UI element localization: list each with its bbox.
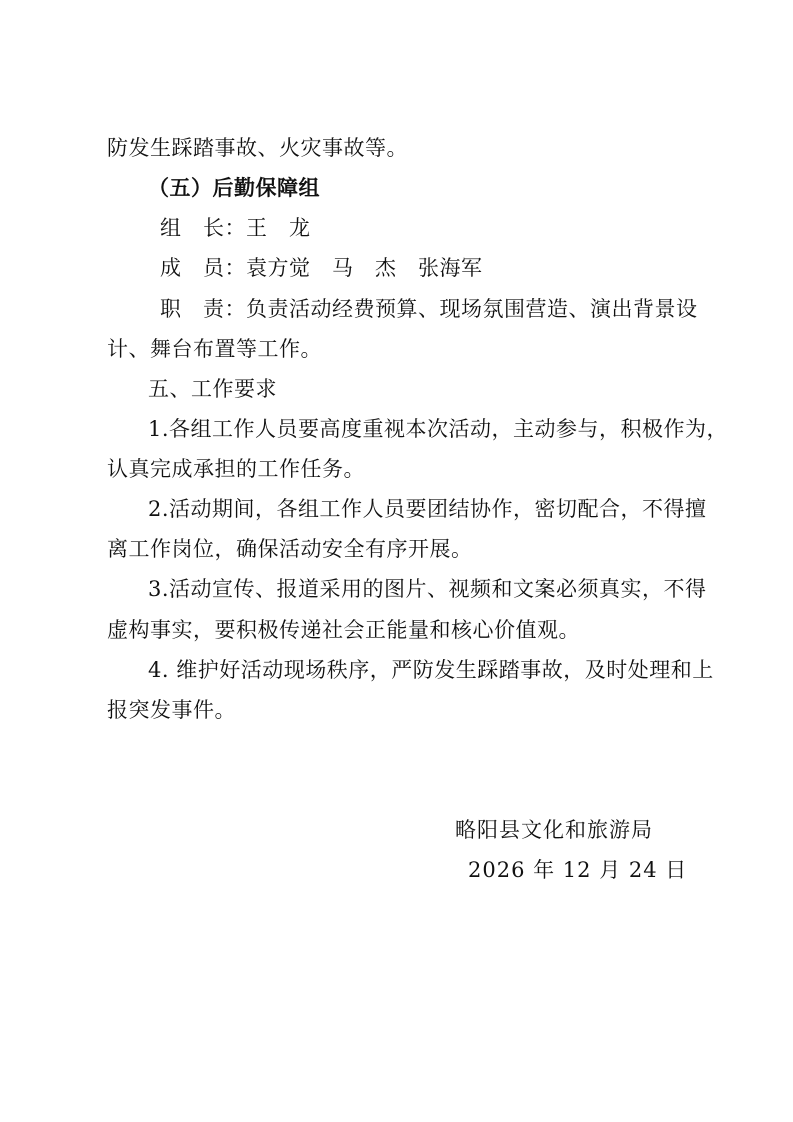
signature-organization: 略阳县文化和旅游局 <box>455 818 653 842</box>
continuation-text: 防发生踩踏事故、火灾事故等。 <box>107 136 408 160</box>
signature-date: 2026 年 12 月 24 日 <box>468 858 688 882</box>
requirement-item-1-line-1: 1.各组工作人员要高度重视本次活动，主动参与，积极作为， <box>148 417 729 441</box>
members-line: 成 员：袁方觉 马 杰 张海军 <box>160 256 483 280</box>
requirement-item-4-line-1: 4. 维护好活动现场秩序，严防发生踩踏事故，及时处理和上 <box>148 658 714 682</box>
duties-line-2: 计、舞台布置等工作。 <box>107 337 322 361</box>
requirement-item-4-line-2: 报突发事件。 <box>107 698 236 722</box>
requirement-item-3-line-2: 虚构事实，要积极传递社会正能量和核心价值观。 <box>107 618 580 642</box>
requirement-item-2-line-1: 2.活动期间，各组工作人员要团结协作，密切配合，不得擅 <box>148 497 707 521</box>
requirement-item-1-line-2: 认真完成承担的工作任务。 <box>107 457 365 481</box>
requirements-heading: 五、工作要求 <box>148 377 277 401</box>
leader-line: 组 长：王 龙 <box>160 216 311 240</box>
section-heading-logistics: （五）后勤保障组 <box>148 175 320 200</box>
requirement-item-2-line-2: 离工作岗位，确保活动安全有序开展。 <box>107 537 473 561</box>
requirement-item-3-line-1: 3.活动宣传、报道采用的图片、视频和文案必须真实，不得 <box>148 577 707 601</box>
duties-line-1: 职 责：负责活动经费预算、现场氛围营造、演出背景设 <box>160 297 698 321</box>
